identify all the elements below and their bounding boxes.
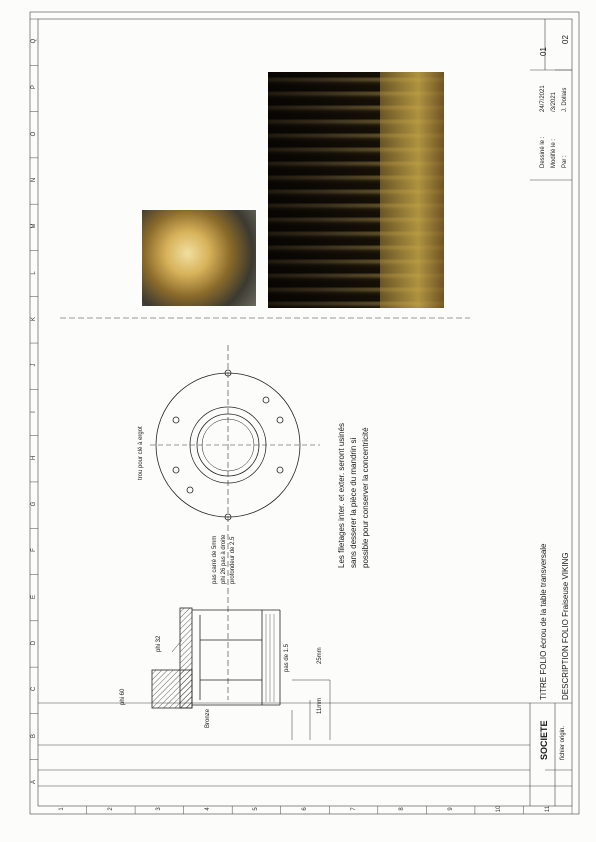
grid-number: 5 bbox=[253, 807, 260, 811]
grid-letter: H bbox=[31, 455, 37, 460]
grid-number: 3 bbox=[156, 807, 163, 811]
note-line-3: possible pour conserver la concentricité bbox=[361, 427, 370, 568]
grid-number: 4 bbox=[204, 807, 211, 811]
grid-letter: F bbox=[31, 548, 37, 553]
grid-letter: M bbox=[31, 223, 37, 229]
grid-letter: I bbox=[31, 410, 37, 413]
folio-total: 02 bbox=[561, 35, 570, 44]
label-bronze: Bronze bbox=[205, 708, 211, 728]
label-dim-25: 25mm bbox=[317, 647, 323, 664]
grid-letter: O bbox=[31, 131, 37, 137]
grid-letter: Q bbox=[31, 38, 37, 44]
label-thread-spec-3: profondeur de 2.5 bbox=[230, 536, 236, 584]
dimension-lines bbox=[172, 640, 330, 740]
modifie-value: /3/2021 bbox=[551, 91, 557, 112]
grid-number: 11 bbox=[544, 805, 551, 813]
label-thread-spec-2: phi 26 pas à droite bbox=[221, 534, 227, 584]
label-dim-11: 11mm bbox=[317, 697, 323, 714]
photo-bronze-nut bbox=[142, 210, 256, 306]
grid-letter: J bbox=[31, 363, 37, 367]
modifie-label: Modifié le : bbox=[551, 138, 557, 168]
grid-letter: L bbox=[31, 270, 37, 275]
label-pas-1-5: pas de 1.5 bbox=[284, 643, 290, 672]
grid-number: 7 bbox=[350, 807, 357, 811]
title-block-description: DESCRIPTION FOLIO Fraiseuse VIKING bbox=[561, 552, 570, 700]
grid-number: 2 bbox=[107, 807, 114, 811]
photo-lead-screw-rust bbox=[380, 72, 444, 308]
grid-number: 1 bbox=[59, 807, 66, 811]
note-line-1: Les filetages inter. et exter. seront usinés bbox=[337, 423, 346, 568]
grid-number: 6 bbox=[302, 807, 308, 811]
grid-letter: D bbox=[31, 640, 37, 646]
label-holes: trou pour clé à ergot bbox=[138, 426, 144, 480]
title-block-fichier: fichier origin. bbox=[560, 725, 566, 760]
label-phi32: phi 32 bbox=[156, 635, 162, 652]
thread-ticks bbox=[266, 614, 274, 702]
grid-letter: A bbox=[31, 779, 37, 784]
grid-letter: E bbox=[31, 594, 37, 599]
grid-number: 8 bbox=[399, 807, 406, 811]
dessine-value: 24/7/2021 bbox=[540, 85, 546, 112]
par-label: Par : bbox=[562, 155, 568, 168]
label-thread-spec-1: pas carré de 5mm bbox=[212, 535, 218, 584]
dessine-label: Dessiné le : bbox=[540, 136, 546, 168]
grid-letter: B bbox=[31, 733, 37, 738]
grid-letter: P bbox=[31, 85, 37, 90]
title-block-societe: SOCIETE bbox=[539, 720, 549, 760]
grid-letter: G bbox=[31, 501, 37, 507]
grid-letter: N bbox=[31, 177, 37, 183]
grid-number: 10 bbox=[496, 805, 503, 813]
label-phi60: phi 60 bbox=[120, 688, 126, 705]
grid-letter: C bbox=[31, 687, 37, 692]
title-block-lines bbox=[38, 703, 572, 806]
nut-section-view bbox=[152, 608, 280, 708]
folio-number: 01 bbox=[539, 47, 548, 56]
grid-letter: K bbox=[31, 316, 37, 321]
title-block-titre: TITRE FOLIO écrou de la table transversale bbox=[539, 543, 548, 700]
note-line-2: sans desserer la pièce du mandrin si bbox=[349, 437, 358, 568]
grid-number: 9 bbox=[447, 807, 454, 811]
par-value: J. Dollais bbox=[562, 87, 568, 112]
